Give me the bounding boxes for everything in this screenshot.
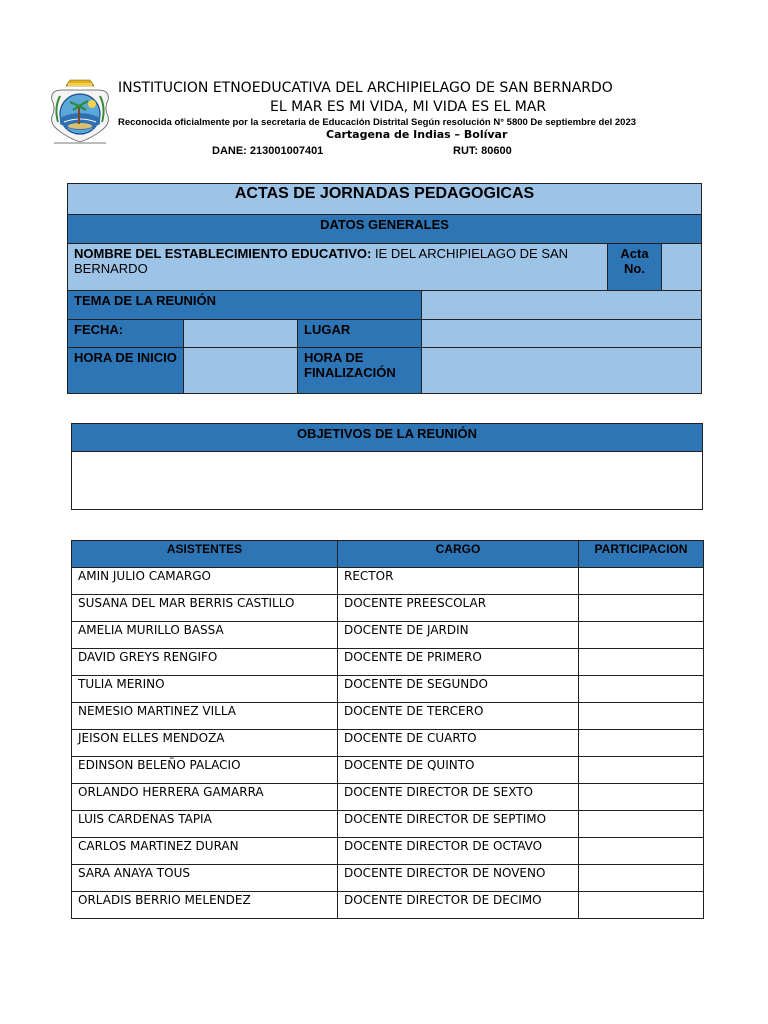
attendee-participation[interactable] [579, 730, 704, 757]
table-row [72, 892, 704, 919]
attendees-header-cargo: CARGO [338, 541, 579, 568]
attendee-name: ORLANDO HERRERA GAMARRA [72, 784, 338, 811]
school-crest-icon [48, 78, 112, 148]
general-data-table [67, 183, 702, 394]
tema-label: TEMA DE LA REUNIÓN [68, 291, 422, 320]
attendee-role: DOCENTE DE CUARTO [338, 730, 579, 757]
attendee-name: EDINSON BELEÑO PALACIO [72, 757, 338, 784]
attendee-name: TULIA MERINO [72, 676, 338, 703]
attendee-participation[interactable] [579, 595, 704, 622]
acta-number-field[interactable] [662, 244, 702, 291]
attendee-name: CARLOS MARTINEZ DURAN [72, 838, 338, 865]
attendees-table [71, 540, 704, 919]
rut-code: RUT: 80600 [453, 145, 512, 157]
attendee-name: SARA ANAYA TOUS [72, 865, 338, 892]
attendee-name: SUSANA DEL MAR BERRIS CASTILLO [72, 595, 338, 622]
attendee-participation[interactable] [579, 649, 704, 676]
dane-code: DANE: 213001007401 [212, 145, 324, 157]
attendee-role: DOCENTE DIRECTOR DE NOVENO [338, 865, 579, 892]
attendee-role: DOCENTE DIRECTOR DE DECIMO [338, 892, 579, 919]
fecha-field[interactable] [184, 320, 298, 348]
acta-label: Acta No. [608, 244, 662, 291]
attendee-role: DOCENTE DE QUINTO [338, 757, 579, 784]
table-row [72, 622, 704, 649]
attendee-name: NEMESIO MARTINEZ VILLA [72, 703, 338, 730]
attendee-participation[interactable] [579, 703, 704, 730]
table-row [72, 730, 704, 757]
attendee-participation[interactable] [579, 892, 704, 919]
establishment-value: IE DEL ARCHIPIELAGO DE SAN BERNARDO [74, 246, 569, 276]
table-row [72, 784, 704, 811]
attendee-role: RECTOR [338, 568, 579, 595]
table-row [72, 676, 704, 703]
establishment-cell [68, 244, 608, 291]
establishment-label: NOMBRE DEL ESTABLECIMIENTO EDUCATIVO: [74, 246, 372, 261]
attendee-participation[interactable] [579, 676, 704, 703]
attendee-participation[interactable] [579, 757, 704, 784]
recognition-text: Reconocida oficialmente por la secretaria de Educación Distrital Según resolución N° 5800 De septiembre del 2023 [118, 117, 637, 128]
section-datos-generales: DATOS GENERALES [68, 215, 702, 244]
attendee-participation[interactable] [579, 784, 704, 811]
attendee-role: DOCENTE PREESCOLAR [338, 595, 579, 622]
table-row [72, 595, 704, 622]
institution-motto: EL MAR ES MI VIDA, MI VIDA ES EL MAR [270, 99, 547, 115]
attendee-participation[interactable] [579, 865, 704, 892]
table-row [72, 865, 704, 892]
attendee-role: DOCENTE DE JARDIN [338, 622, 579, 649]
attendee-role: DOCENTE DIRECTOR DE SEXTO [338, 784, 579, 811]
table-row [72, 757, 704, 784]
attendee-participation[interactable] [579, 568, 704, 595]
attendee-role: DOCENTE DE PRIMERO [338, 649, 579, 676]
fecha-label: FECHA: [68, 320, 184, 348]
hora-inicio-label: HORA DE INICIO [68, 348, 184, 394]
attendee-name: LUIS CARDENAS TAPIA [72, 811, 338, 838]
attendees-header-asistentes: ASISTENTES [72, 541, 338, 568]
attendee-participation[interactable] [579, 838, 704, 865]
table-row [72, 703, 704, 730]
hora-fin-label: HORA DE FINALIZACIÓN [298, 348, 422, 394]
attendee-name: AMELIA MURILLO BASSA [72, 622, 338, 649]
attendee-name: JEISON ELLES MENDOZA [72, 730, 338, 757]
attendee-role: DOCENTE DIRECTOR DE OCTAVO [338, 838, 579, 865]
objectives-table [71, 423, 703, 510]
attendee-participation[interactable] [579, 622, 704, 649]
table-row [72, 838, 704, 865]
hora-fin-field[interactable] [422, 348, 702, 394]
attendee-participation[interactable] [579, 811, 704, 838]
objectives-title: OBJETIVOS DE LA REUNIÓN [72, 424, 703, 452]
table-row [72, 568, 704, 595]
city-text: Cartagena de Indias – Bolívar [326, 128, 508, 141]
attendee-role: DOCENTE DE TERCERO [338, 703, 579, 730]
lugar-label: LUGAR [298, 320, 422, 348]
lugar-field[interactable] [422, 320, 702, 348]
attendee-name: ORLADIS BERRIO MELENDEZ [72, 892, 338, 919]
table-row [72, 811, 704, 838]
attendees-header-participacion: PARTICIPACION [579, 541, 704, 568]
tema-field[interactable] [422, 291, 702, 320]
attendee-role: DOCENTE DE SEGUNDO [338, 676, 579, 703]
attendee-name: AMIN JULIO CAMARGO [72, 568, 338, 595]
objectives-field[interactable] [72, 452, 703, 510]
document-title: ACTAS DE JORNADAS PEDAGOGICAS [68, 184, 702, 215]
table-row [72, 649, 704, 676]
attendee-name: DAVID GREYS RENGIFO [72, 649, 338, 676]
institution-name: INSTITUCION ETNOEDUCATIVA DEL ARCHIPIELAGO DE SAN BERNARDO [118, 80, 613, 96]
hora-inicio-field[interactable] [184, 348, 298, 394]
attendee-role: DOCENTE DIRECTOR DE SEPTIMO [338, 811, 579, 838]
